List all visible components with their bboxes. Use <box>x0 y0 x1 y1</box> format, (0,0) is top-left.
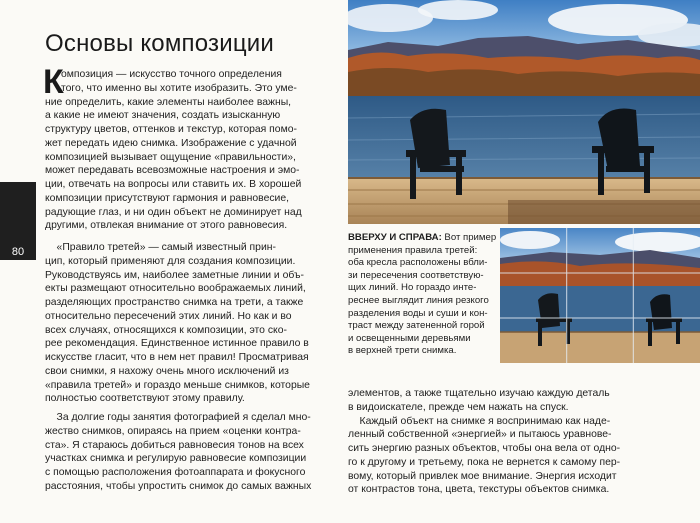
text-line: рее рекомендация. Единственное истинное правило в <box>45 338 309 350</box>
text-line: Руководствуясь им, наиболее заметные линии и объ- <box>45 269 304 281</box>
text-line: другими, отвлекая внимание от этого равновесия. <box>45 220 288 232</box>
text-line: цип, который применяют для создания композиции. <box>45 255 296 267</box>
caption-first-line <box>348 232 496 245</box>
text-line: искусстве гласит, что в нем нет правил! Просматривая <box>45 352 309 363</box>
grid-photo <box>500 228 700 363</box>
caption-line: в верхней трети снимка. <box>348 345 457 357</box>
text-line: относительно пересечений этих линий. Но как и во <box>45 310 292 322</box>
text-line: свои снимки, я нахожу очень много исключений из <box>45 365 289 377</box>
caption-text: Вот пример <box>441 232 497 243</box>
text-line: сить энергию разных объектов, чтобы она вела от одно- <box>348 443 621 454</box>
page-title: Основы композиции <box>45 30 274 57</box>
text-line: от контрастов тона, цвета, текстуры объектов снимка. <box>348 484 610 496</box>
paragraph-intro <box>43 63 335 233</box>
caption-line: разделения воды и суши и кон- <box>348 307 488 319</box>
main-photo <box>348 0 700 224</box>
text-line: участках снимка и регулирую равновесие композиции <box>45 453 307 465</box>
text-line: Каждый объект на снимке я воспринимаю как наде- <box>348 415 611 427</box>
text-line: го к другому и третьему, пока не вернется к самому пер- <box>348 456 621 468</box>
text-line: может передавать всевозможные настроения и эмо- <box>45 165 300 177</box>
text-line: екты размещают относительно воображаемых линий, <box>45 283 306 295</box>
page-number: 80 <box>11 246 25 258</box>
caption-line: зи пересечения соответствую- <box>348 269 484 281</box>
paragraph-energy <box>348 387 693 497</box>
text-line: композиции присутствуют гармония и равновесие, <box>45 192 290 204</box>
text-line: расстояния, чтобы упростить снимок до самых важных <box>45 480 312 492</box>
photo-caption <box>348 232 496 358</box>
text-line: полностью соответствуют этому правилу. <box>45 393 245 405</box>
text-line: композицией вызывает ощущение «правильности», <box>45 151 296 163</box>
text-line: с помощью расположения фотоаппарата и фокусного <box>45 467 306 478</box>
text-line: а какие не имеют значения, создать изысканную <box>45 110 281 122</box>
caption-line: реснее выглядит линия резкого <box>348 294 489 306</box>
text-line: жество снимков, опираясь на прием «оценки контра- <box>45 425 301 437</box>
text-line: радующие глаз, и ни один объект не доминирует над <box>45 206 302 218</box>
paragraph-rule-of-thirds <box>45 241 335 406</box>
text-line: ста». Я стараюсь добиться равновесия тонов на всех <box>45 439 304 451</box>
text-line: всех случаях, относящихся к композиции, это ско- <box>45 324 287 336</box>
text-line: ние определить, какие элементы наиболее важны, <box>45 96 292 108</box>
paragraph-contrast <box>45 411 335 494</box>
text-line: вому, который привлек мое внимание. Энергия исходит <box>348 470 617 482</box>
text-line: в видоискателе, прежде чем нажать на спуск. <box>348 401 569 413</box>
text-line: разделяющих пространство снимка на трети, а также <box>45 297 304 308</box>
text-line: «Правило третей» — самый известный прин- <box>45 242 276 253</box>
text-line: омпозиция — искусство точного определения <box>61 69 282 80</box>
text-line: жет передать идею снимка. Изображение с удачной <box>45 137 297 149</box>
caption-line: и освещенными деревьями <box>348 332 471 344</box>
caption-line: применения правила третей: <box>348 244 478 256</box>
caption-heading: ВВЕРХУ И СПРАВА: <box>348 232 442 243</box>
drop-cap: К <box>43 63 64 101</box>
text-line: элементов, а также тщательно изучаю каждую деталь <box>348 388 610 399</box>
caption-line: траст между затененной горой <box>348 320 485 332</box>
text-line: того, что именно вы хотите изобразить. Это уме- <box>61 82 297 94</box>
caption-line: щих линий. Но гораздо инте- <box>348 282 477 294</box>
text-line: структуру цветов, оттенков и текстур, которая помо- <box>45 124 297 135</box>
text-line: ленный собственной «энергией» и пытаюсь уравнове- <box>348 429 612 441</box>
caption-line: оба кресла расположены вбли- <box>348 257 488 269</box>
text-line: ции, отвечать на вопросы или ставить их. В хорошей <box>45 179 302 190</box>
text-line: «правила третей» и гораздо меньше снимков, которые <box>45 379 310 391</box>
text-line: За долгие годы занятия фотографией я сделал мно- <box>45 412 311 423</box>
